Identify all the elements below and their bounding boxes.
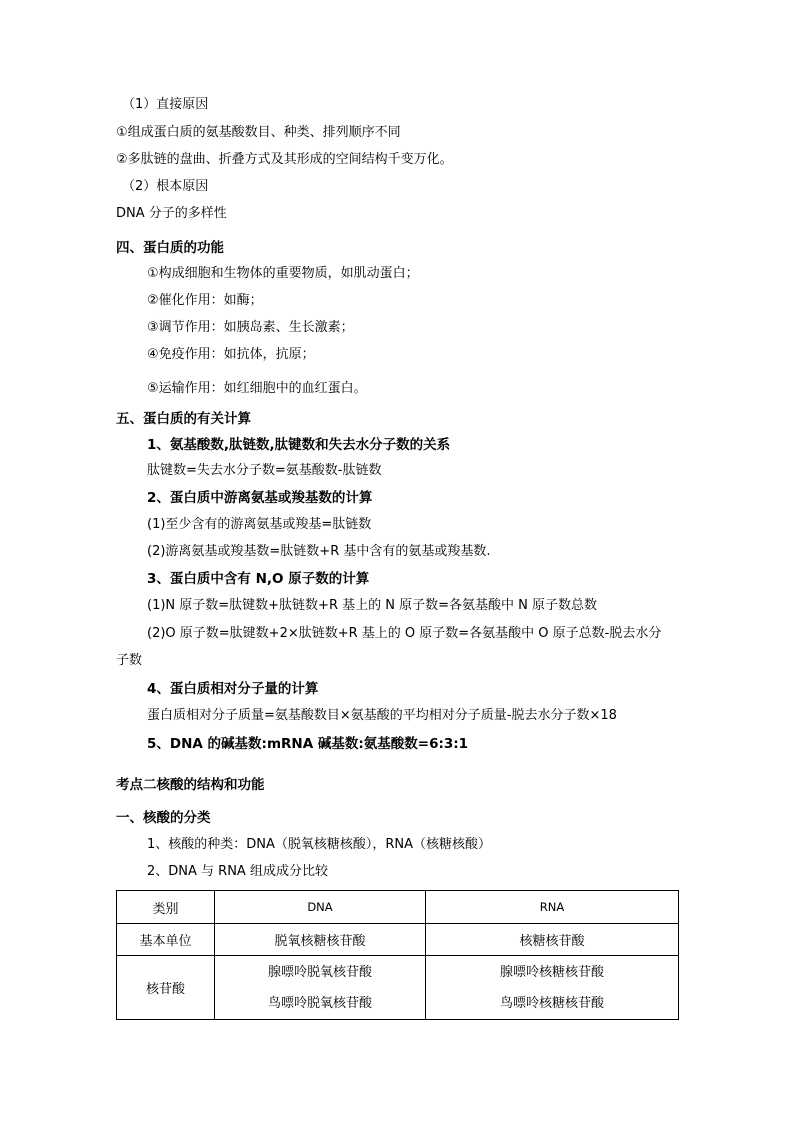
dna-nucleotide-2: 鸟嘌呤脱氧核苷酸 — [267, 995, 372, 1011]
calc-subheading-3: 3、蛋白质中含有 N,O 原子数的计算 — [147, 571, 370, 587]
rna-nucleotide-1: 腺嘌呤核糖核苷酸 — [499, 964, 604, 980]
dna-rna-compare-line: 2、DNA 与 RNA 组成成分比较 — [147, 864, 328, 879]
table-row — [117, 956, 679, 1020]
cell-dna-nucleotides — [215, 956, 426, 1020]
section-heading-calculation: 五、蛋白质的有关计算 — [116, 411, 251, 427]
section-heading-nucleic-classification: 一、核酸的分类 — [116, 810, 211, 826]
nucleic-types-line: 1、核酸的种类：DNA（脱氧核糖核酸），RNA（核糖核酸） — [147, 837, 492, 852]
function-item-1: ①构成细胞和生物体的重要物质，如肌动蛋白； — [147, 266, 419, 281]
calc-text-3b-cont: 子数 — [116, 653, 143, 668]
root-cause-title: （2）根本原因 — [122, 179, 209, 194]
calc-text-1: 肽键数=失去水分子数=氨基酸数-肽链数 — [147, 463, 382, 478]
header-category: 类别 — [117, 891, 215, 924]
direct-cause-title: （1）直接原因 — [122, 97, 209, 112]
direct-cause-item-2: ②多肽链的盘曲、折叠方式及其形成的空间结构千变万化。 — [116, 152, 453, 167]
function-item-3: ③调节作用：如胰岛素、生长激素； — [147, 320, 354, 335]
calc-text-4: 蛋白质相对分子质量=氨基酸数目×氨基酸的平均相对分子质量-脱去水分子数×18 — [147, 708, 617, 723]
calc-text-2b: (2)游离氨基或羧基数=肽链数+R 基中含有的氨基或羧基数. — [147, 544, 491, 559]
function-item-5: ⑤运输作用：如红细胞中的血红蛋白。 — [147, 381, 367, 396]
calc-subheading-5: 5、DNA 的碱基数:mRNA 碱基数:氨基酸数=6:3:1 — [147, 736, 469, 752]
calc-subheading-2: 2、蛋白质中游离氨基或羧基数的计算 — [147, 490, 373, 506]
function-item-2: ②催化作用：如酶； — [147, 293, 263, 308]
dna-nucleotide-1: 腺嘌呤脱氧核苷酸 — [267, 964, 372, 980]
row-label-basic-unit: 基本单位 — [117, 924, 215, 956]
calc-text-2a: (1)至少含有的游离氨基或羧基=肽链数 — [147, 517, 372, 532]
row-label-nucleotide: 核苷酸 — [117, 956, 215, 1020]
root-cause-text: DNA 分子的多样性 — [116, 206, 227, 221]
header-rna: RNA — [426, 891, 679, 924]
calc-text-3a: (1)N 原子数=肽键数+肽链数+R 基上的 N 原子数=各氨基酸中 N 原子数总数 — [147, 598, 597, 613]
table-row — [117, 924, 679, 956]
cell-rna-nucleotides — [426, 956, 679, 1020]
cell-rna-basic-unit: 核糖核苷酸 — [426, 924, 679, 956]
dna-rna-comparison-table — [116, 890, 679, 1020]
header-dna: DNA — [215, 891, 426, 924]
calc-subheading-1: 1、氨基酸数,肽链数,肽键数和失去水分子数的关系 — [147, 437, 451, 453]
key-point-2-title: 考点二核酸的结构和功能 — [116, 777, 265, 793]
direct-cause-item-1: ①组成蛋白质的氨基酸数目、种类、排列顺序不同 — [116, 125, 401, 140]
table-header-row — [117, 891, 679, 924]
calc-text-3b: (2)O 原子数=肽键数+2×肽链数+R 基上的 O 原子数=各氨基酸中 O 原子总数-脱去水分 — [147, 626, 662, 641]
section-heading-protein-function: 四、蛋白质的功能 — [116, 240, 224, 256]
cell-dna-basic-unit: 脱氧核糖核苷酸 — [215, 924, 426, 956]
rna-nucleotide-2: 鸟嘌呤核糖核苷酸 — [499, 995, 604, 1011]
function-item-4: ④免疫作用：如抗体，抗原； — [147, 347, 315, 362]
calc-subheading-4: 4、蛋白质相对分子量的计算 — [147, 681, 319, 697]
